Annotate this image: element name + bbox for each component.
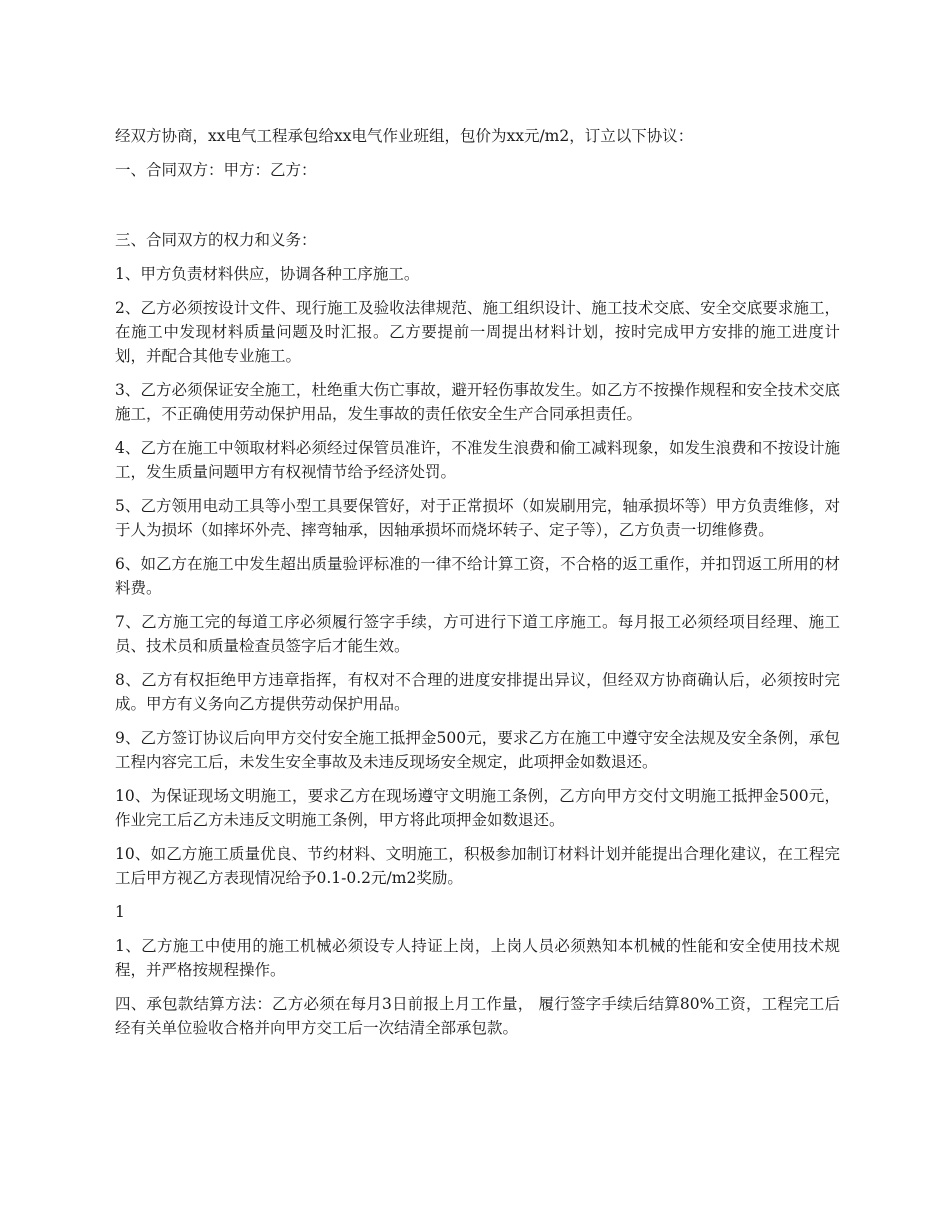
paragraph-clause-9: 9、乙方签订协议后向甲方交付安全施工抵押金500元，要求乙方在施工中遵守安全法规及安全条例，承包工程内容完工后，未发生安全事故及未违反现场安全规定，此项押金如数退还。	[115, 729, 840, 771]
paragraph-section-3-heading: 三、合同双方的权力和义务：	[115, 231, 317, 249]
paragraph-section-4-payment: 四、承包款结算方法：乙方必须在每月3日前报上月工作量， 履行签字手续后结算80%工资，工程完工后经有关单位验收合格并向甲方交工后一次结清全部承包款。	[115, 995, 840, 1037]
blank-gap	[115, 192, 840, 228]
paragraph-clause-8: 8、乙方有权拒绝甲方违章指挥，有权对不合理的进度安排提出异议，但经双方协商确认后，必须按时完成。甲方有义务向乙方提供劳动保护用品。	[115, 671, 840, 713]
paragraph-parties: 一、合同双方：甲方：乙方：	[115, 161, 317, 179]
paragraph-clause-10a: 10、为保证现场文明施工，要求乙方在现场遵守文明施工条例，乙方向甲方交付文明施工抵押金500元，作业完工后乙方未违反文明施工条例，甲方将此项押金如数退还。	[115, 787, 840, 829]
paragraph-clause-6: 6、如乙方在施工中发生超出质量验评标准的一律不给计算工资，不合格的返工重作，并扣罚返工所用的材料费。	[115, 555, 840, 597]
paragraph-clause-1: 1、甲方负责材料供应，协调各种工序施工。	[115, 265, 420, 283]
paragraph-clause-2: 2、乙方必须按设计文件、现行施工及验收法律规范、施工组织设计、施工技术交底、安全交底要求施工，在施工中发现材料质量问题及时汇报。乙方要提前一周提出材料计划，按时完成甲方安排的施工进度计划，并配合其他专业施工。	[115, 299, 840, 365]
document-body	[115, 124, 840, 1050]
paragraph-clause-5: 5、乙方领用电动工具等小型工具要保管好，对于正常损坏（如炭刷用完，轴承损坏等）甲方负责维修，对于人为损坏（如摔坏外壳、摔弯轴承，因轴承损坏而烧坏转子、定子等），乙方负责一切维修费。	[115, 497, 840, 539]
paragraph-number-marker: 1	[115, 903, 125, 921]
paragraph-clause-10b: 10、如乙方施工质量优良、节约材料、文明施工，积极参加制订材料计划并能提出合理化建议，在工程完工后甲方视乙方表现情况给予0.1-0.2元/m2奖励。	[115, 845, 840, 887]
paragraph-machinery-clause: 1、乙方施工中使用的施工机械必须设专人持证上岗，上岗人员必须熟知本机械的性能和安全使用技术规程，并严格按规程操作。	[115, 937, 840, 979]
paragraph-clause-3: 3、乙方必须保证安全施工，杜绝重大伤亡事故，避开轻伤事故发生。如乙方不按操作规程和安全技术交底施工，不正确使用劳动保护用品，发生事故的责任依安全生产合同承担责任。	[115, 381, 840, 423]
paragraph-clause-7: 7、乙方施工完的每道工序必须履行签字手续，方可进行下道工序施工。每月报工必须经项目经理、施工员、技术员和质量检查员签字后才能生效。	[115, 613, 840, 655]
paragraph-intro: 经双方协商，xx电气工程承包给xx电气作业班组，包价为xx元/m2，订立以下协议：	[115, 127, 694, 145]
paragraph-clause-4: 4、乙方在施工中领取材料必须经过保管员准许，不准发生浪费和偷工减料现象，如发生浪费和不按设计施工，发生质量问题甲方有权视情节给予经济处罚。	[115, 439, 840, 481]
